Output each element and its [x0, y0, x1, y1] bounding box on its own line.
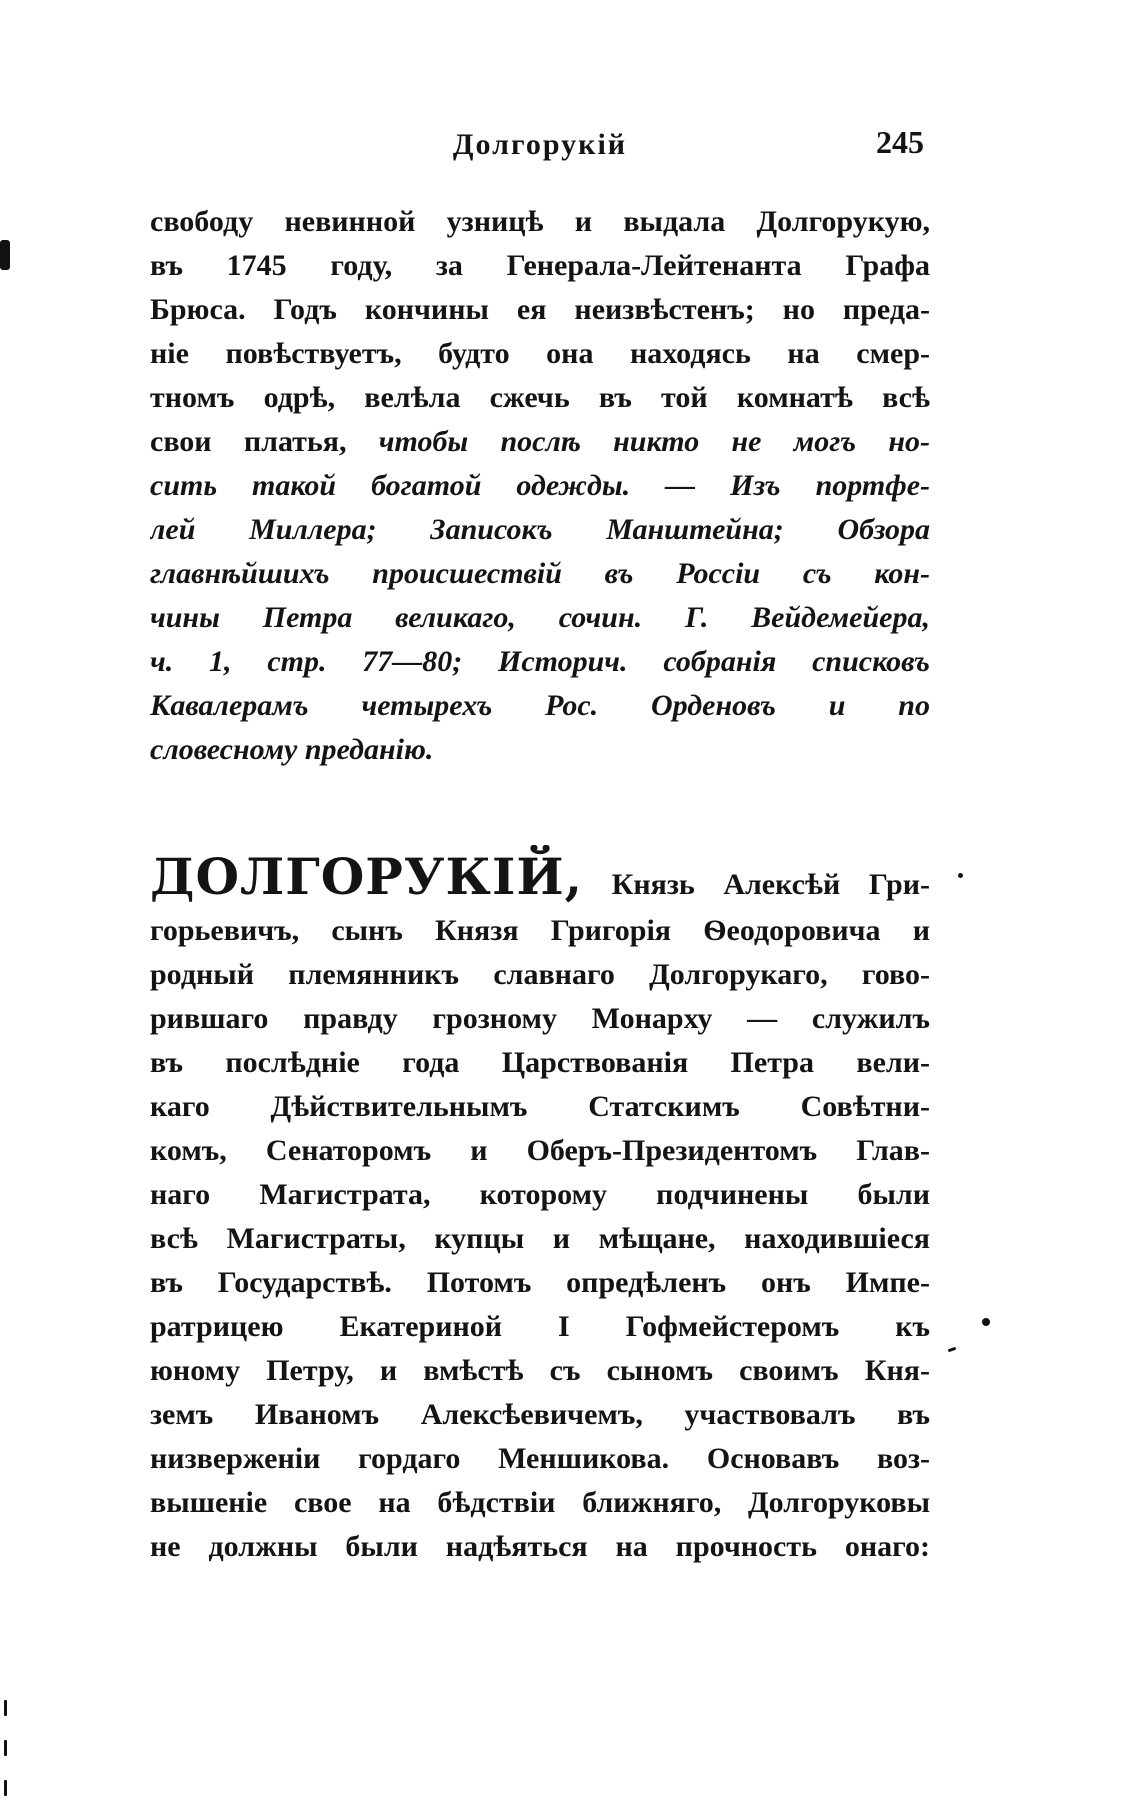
text-line: всѣ Магистраты, купцы и мѣщане, находившіеся [150, 1222, 930, 1255]
entry-heading: ДОЛГОРУКІЙ, [150, 847, 583, 906]
text-line: въ Государствѣ. Потомъ опредѣленъ онъ Импе- [150, 1266, 930, 1299]
page-number: 245 [876, 124, 924, 160]
text-line: тномъ одрѣ, велѣла сжечь въ той комнатѣ всѣ [150, 381, 930, 414]
text-line: свободу невинной узницѣ и выдала Долгорукую, [150, 205, 930, 238]
running-title: Долгорукій [452, 128, 628, 161]
text-line: каго Дѣйствительнымъ Статскимъ Совѣтни- [150, 1090, 930, 1123]
text-line: ратрицею Екатериной I Гофмейстеромъ къ [150, 1310, 930, 1343]
italic-line: Кавалерамъ четырехъ Рос. Орденовъ и по [150, 689, 930, 722]
italic-line: сить такой богатой одежды. — Изъ портфе- [150, 469, 930, 502]
text-line: ніе повѣствуетъ, будто она находясь на смер- [150, 337, 930, 370]
text-line: комъ, Сенаторомъ и Оберъ-Президентомъ Глав- [150, 1134, 930, 1167]
text-line: въ послѣдніе года Царствованія Петра вели- [150, 1046, 930, 1079]
italic-line: словесному преданію. [150, 733, 434, 766]
text-segment: свои платья, [150, 425, 379, 458]
italic-line: главнѣйшихъ происшествій въ Россіи съ кон- [150, 557, 930, 590]
margin-dot [958, 873, 963, 878]
italic-line: ч. 1, стр. 77—80; Историч. собранія списковъ [150, 645, 930, 678]
text-line: низверженіи гордаго Меншикова. Основавъ воз- [150, 1442, 930, 1475]
text-line: земъ Иваномъ Алексѣевичемъ, участвовалъ въ [150, 1398, 930, 1431]
text-line: вышеніе свое на бѣдствіи ближняго, Долгоруковы [150, 1486, 930, 1519]
margin-tick [948, 1347, 957, 1353]
edge-mark [4, 1700, 7, 1716]
paragraph-continuation [150, 200, 930, 772]
entry-first-line [150, 845, 930, 909]
italic-segment: чтобы послѣ никто не могъ но- [378, 425, 930, 458]
text-segment: Князь Алексѣй Гри- [611, 868, 930, 901]
italic-line: лей Миллера; Записокъ Манштейна; Обзора [150, 513, 930, 546]
text-line: Брюса. Годъ кончины ея неизвѣстенъ; но преда- [150, 293, 930, 326]
edge-mark [4, 1780, 7, 1796]
margin-ink-mark [0, 240, 10, 270]
text-line: юному Петру, и вмѣстѣ съ сыномъ своимъ Кня- [150, 1354, 930, 1387]
running-head [150, 120, 930, 170]
entry-dolgorukiy [150, 845, 930, 1569]
italic-line: чины Петра великаго, сочин. Г. Вейдемейера, [150, 601, 930, 634]
text-line [150, 420, 930, 464]
text-line: родный племянникъ славнаго Долгорукаго, гово- [150, 958, 930, 991]
text-line: въ 1745 году, за Генерала-Лейтенанта Графа [150, 249, 930, 282]
text-line: горьевичъ, сынъ Князя Григорія Ѳеодоровича и [150, 914, 930, 947]
text-line: наго Магистрата, которому подчинены были [150, 1178, 930, 1211]
text-line: рившаго правду грозному Монарху — служилъ [150, 1002, 930, 1035]
margin-dot [982, 1318, 990, 1326]
text-line: не должны были надѣяться на прочность онаго: [150, 1530, 930, 1563]
edge-mark [4, 1740, 7, 1756]
